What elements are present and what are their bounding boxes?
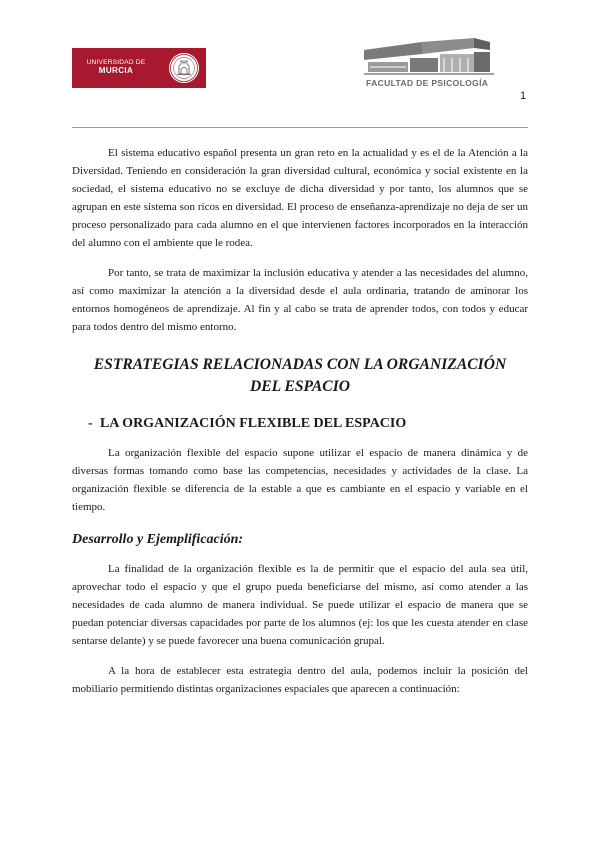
heading-spacer [72,516,528,530]
development-heading: Desarrollo y Ejemplificación: [72,532,244,547]
strategy-paragraph: A la hora de establecer esta estrategia dentro del aula, podemos incluir la posición del mobiliario permitiendo distintas organizaciones espaciales que aparecen a continuación: [72,665,528,695]
intro-paragraph-2: Por tanto, se trata de maximizar la inclusión educativa y atender a las necesidades del alumno, así como maximizar la atención a la diversidad desde el aula ordinaria, tratando de aminorar los entornos homogéneos de aprendizaje. Al fin y al cabo se trata de aprender todos, con todos y educar para todos dentro del mismo entorno. [72,267,528,333]
definition-paragraph: La organización flexible del espacio supone utilizar el espacio de manera dinámica y de diversas formas tomando como base las competencias, necesidades y actividades de la clase. La organización flexible se diferencia de la estable a que es cambiante en el espacio y variable en el tiempo. [72,447,528,513]
subsection-title [72,414,528,434]
faculty-caption: FACULTAD DE PSICOLOGÍA [366,78,489,88]
subsection-dash: - [88,416,93,431]
subsection-spacer [72,398,528,414]
university-seal-icon [168,52,200,84]
university-logo-line1: UNIVERSIDAD DE [86,59,146,67]
paragraph-spacer [72,650,528,662]
header-divider [72,127,528,128]
intro-paragraph-1: El sistema educativo español presenta un gran reto en la actualidad y es el de la Atención a la Diversidad. Teniendo en consideración la gran diversidad cultural, económica y social existente en la sociedad, el sistema educativo no se excluye de dicha diversidad y por tanto, los alumnos que se agrupan en este sistema son ricos en diversidad. El proceso de enseñanza-aprendizaje no deja de ser un proceso personalizado para cada alumno en el que intervienen factores incorporados en la interacción del alumno con el ambiente que le rodea. [72,147,528,249]
paragraph-spacer [72,550,528,560]
section-spacer [72,336,528,354]
section-title-line2: DEL ESPACIO [249,378,351,395]
university-logo-text [72,60,160,75]
university-logo-line2: MURCIA [98,66,134,76]
paragraph-spacer [72,252,528,264]
development-paragraph: La finalidad de la organización flexible es la de permitir que el espacio del aula sea útil, aprovechar todo el espacio y que el grupo pueda beneficiarse del mismo, así como atender a las necesidades de cada alumno de manera individual. Se puede utilizar el espacio de manera que se puedan potenciar diversas capacidades por parte de los alumnos (ej: los que les cuesta atender en clase sentarse delante) y se puede favorecer una buena comunicación grupal. [72,563,528,647]
subsection-title-text: LA ORGANIZACIÓN FLEXIBLE DEL ESPACIO [100,416,407,431]
section-title-line1: ESTRATEGIAS RELACIONADAS CON LA ORGANIZACIÓN [93,356,507,373]
document-body [72,144,528,698]
page-number: 1 [520,90,527,102]
paragraph-spacer [72,434,528,444]
university-of-murcia-logo [72,48,206,88]
section-title [72,354,528,398]
